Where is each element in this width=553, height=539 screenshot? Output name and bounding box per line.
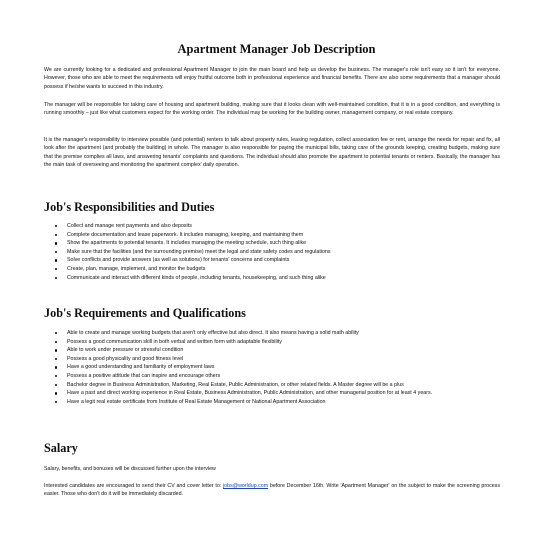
list-item: Collect and manage rent payments and also deposits — [44, 222, 504, 231]
list-item: Create, plan, manage, implement, and monitor the budgets — [44, 265, 504, 274]
salary-heading: Salary — [44, 441, 78, 455]
bullet-icon — [55, 358, 57, 360]
bullet-icon — [55, 225, 57, 227]
list-item: Bachelor degree in Business Administration, Marketing, Real Estate, Public Administration, or other related fields. A Master degree will be a plus — [44, 381, 504, 390]
bullet-icon — [55, 332, 57, 334]
requirements-heading: Job's Requirements and Qualifications — [44, 306, 246, 320]
bullet-icon — [55, 401, 57, 403]
list-item: Communicate and interact with different kinds of people, including tenants, housekeeping, and such thing alike — [44, 274, 504, 283]
list-item: Possess a positive attitude that can inspire and encourage others — [44, 372, 504, 381]
bullet-icon — [55, 234, 57, 236]
list-item: Make sure that the facilities (and the surrounding premise) meet the legal and state safety codes and regulations — [44, 248, 504, 257]
email-link[interactable]: jobs@worldup.com — [223, 483, 269, 489]
requirements-list — [44, 329, 504, 406]
bullet-icon — [55, 375, 57, 377]
responsibilities-heading: Job's Responsibilities and Duties — [44, 200, 215, 214]
bullet-icon — [55, 366, 57, 368]
intro-paragraph-3: It is the manager's responsibility to interview possible (and potential) renters to talk about property rules, leasing regulation, collect association fee or rent, arrange the needs for repair and fix, all look after the apartment (and probably the building) in whole. The manager is also responsible for paying the municipal bills, taking care of the grounds keeping, creating budgets, making sure that the premise complies all laws, and answering tenants' complaints and questions. The individual should also promote the apartment to potential tenants or renters. Basically, the manager has the main task of overseeing and monitoring the apartment complex' daily operation. — [44, 137, 500, 168]
list-item: Have a good understanding and familiarity of employment laws — [44, 363, 504, 372]
bullet-icon — [55, 392, 57, 394]
bullet-icon — [55, 341, 57, 343]
bullet-icon — [55, 384, 57, 386]
bullet-icon — [55, 259, 57, 261]
list-item: Show the apartments to potential tenants. It includes managing the meeting schedule, such thing alike — [44, 239, 504, 248]
responsibilities-list — [44, 222, 504, 282]
list-item: Possess a good communication skill in both verbal and written form with adaptable flexibility — [44, 338, 504, 347]
salary-text: Salary, benefits, and bonuses will be discussed further upon the interview — [44, 466, 216, 472]
list-item: Solve conflicts and provide answers (as well as solutions) for tenants' concerns and complaints — [44, 256, 504, 265]
list-item: Able to create and manage working budgets that aren't only effective but also direct. It also means having a solid math ability — [44, 329, 504, 338]
document-title: Apartment Manager Job Description — [177, 42, 376, 56]
list-item: Have a past and direct working experience in Real Estate, Business Administration, Public Administration, and other managerial position for at least 4 years. — [44, 389, 504, 398]
intro-paragraph-1: We are currently looking for a dedicated and professional Apartment Manager to join the main board and help us develop the business. The manager's role isn't easy so it isn't for everyone. However, those who are able to meet the requirements will enjoy fruitful outcome both in professional experience and financial benefits. There are also some requirements that a manager should possess if he/she wants to succeed in this industry. — [44, 67, 500, 90]
intro-paragraph-2: The manager will be responsible for taking care of housing and apartment building, making sure that it looks clean with well-maintained condition, that it is in a good condition, and everything is running smoothly – just like what customers expect for the working order. The individual may be working for the building owner, management company, or real estate company. — [44, 102, 500, 117]
bullet-icon — [55, 349, 57, 351]
list-item: Able to work under pressure or stressful condition — [44, 346, 504, 355]
apply-instructions: Interested candidates are encouraged to send their CV and cover letter to: jobs@worldup.com before December 16th. Write 'Apartment Manager' on the subject to make the screening process easier. Those who don't do it will be immediately discarded. — [44, 483, 500, 498]
list-item: Have a legit real estate certificate from Institute of Real Estate Management or National Apartment Association — [44, 398, 504, 407]
bullet-icon — [55, 251, 57, 253]
bullet-icon — [55, 268, 57, 270]
bullet-icon — [55, 242, 57, 244]
list-item: Possess a good physicality and good fitness level — [44, 355, 504, 364]
bullet-icon — [55, 277, 57, 279]
list-item: Complete documentation and lease paperwork. It includes managing, keeping, and maintaining them — [44, 231, 504, 240]
